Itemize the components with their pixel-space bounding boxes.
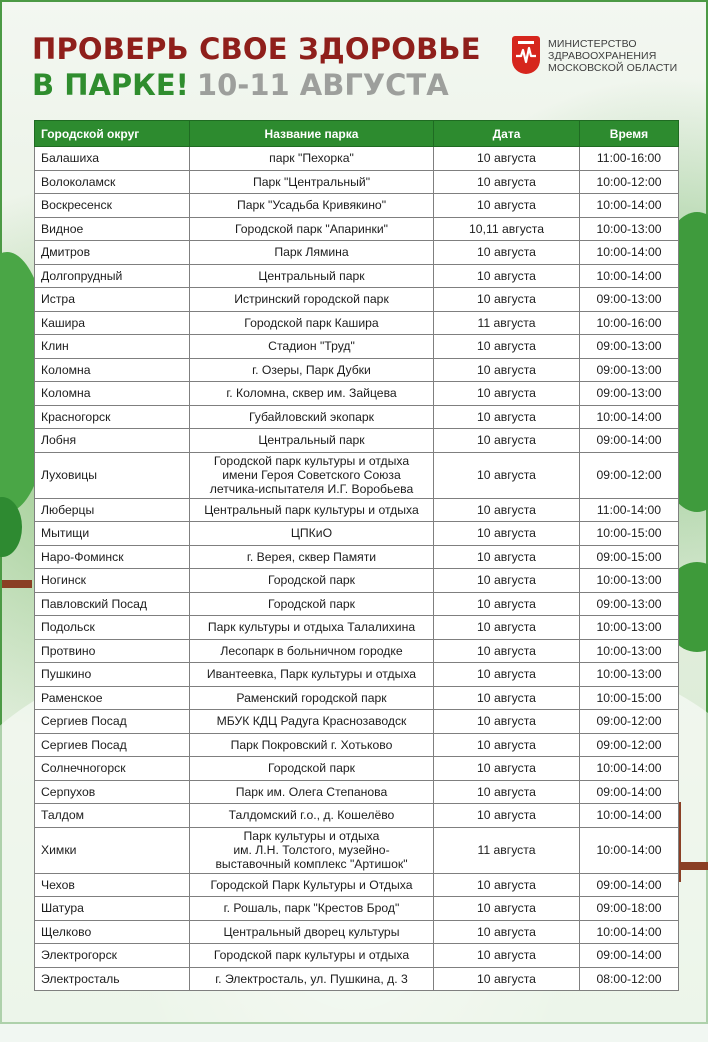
cell-park: Городской парк (190, 592, 434, 616)
cell-park: Истринский городской парк (190, 288, 434, 312)
ministry-name-line3: МОСКОВСКОЙ ОБЛАСТИ (548, 62, 678, 74)
cell-time: 10:00-14:00 (580, 827, 679, 873)
cell-district: Подольск (35, 616, 190, 640)
cell-date: 10 августа (434, 686, 580, 710)
cell-park: Лесопарк в больничном городке (190, 639, 434, 663)
cell-time: 10:00-15:00 (580, 686, 679, 710)
cell-district: Протвино (35, 639, 190, 663)
cell-time: 10:00-12:00 (580, 170, 679, 194)
cell-district: Дмитров (35, 241, 190, 265)
ministry-name (548, 38, 677, 74)
cell-date: 10 августа (434, 569, 580, 593)
cell-district: Ногинск (35, 569, 190, 593)
table-row (35, 873, 679, 897)
cell-date: 11 августа (434, 827, 580, 873)
table-row (35, 592, 679, 616)
column-header-district: Городской округ (35, 121, 190, 147)
cell-district: Лобня (35, 429, 190, 453)
cell-date: 10 августа (434, 616, 580, 640)
cell-time: 10:00-16:00 (580, 311, 679, 335)
cell-park: г. Верея, сквер Памяти (190, 545, 434, 569)
cell-district: Шатура (35, 897, 190, 921)
cell-time: 10:00-14:00 (580, 405, 679, 429)
cell-district: Красногорск (35, 405, 190, 429)
cell-district: Сергиев Посад (35, 710, 190, 734)
cell-time: 10:00-14:00 (580, 757, 679, 781)
table-row (35, 920, 679, 944)
cell-district: Талдом (35, 804, 190, 828)
cell-time: 09:00-15:00 (580, 545, 679, 569)
cell-time: 09:00-14:00 (580, 780, 679, 804)
table-row (35, 405, 679, 429)
cell-time: 11:00-14:00 (580, 498, 679, 522)
cell-time: 10:00-13:00 (580, 616, 679, 640)
cell-date: 10 августа (434, 382, 580, 406)
column-header-time: Время (580, 121, 679, 147)
table-row (35, 429, 679, 453)
cell-park: Парк "Центральный" (190, 170, 434, 194)
column-header-park: Название парка (190, 121, 434, 147)
cell-date: 10 августа (434, 592, 580, 616)
cell-park: парк "Пехорка" (190, 147, 434, 171)
cell-district: Солнечногорск (35, 757, 190, 781)
cell-district: Кашира (35, 311, 190, 335)
cell-time: 09:00-18:00 (580, 897, 679, 921)
cell-park: Талдомский г.о., д. Кошелёво (190, 804, 434, 828)
table-row (35, 522, 679, 546)
cell-district: Воскресенск (35, 194, 190, 218)
cell-time: 09:00-13:00 (580, 382, 679, 406)
cell-district: Чехов (35, 873, 190, 897)
cell-time: 11:00-16:00 (580, 147, 679, 171)
cell-time: 09:00-13:00 (580, 592, 679, 616)
cell-park: Парк Покровский г. Хотьково (190, 733, 434, 757)
cell-time: 09:00-13:00 (580, 358, 679, 382)
cell-district: Коломна (35, 358, 190, 382)
headline-dates: 10-11 АВГУСТА (196, 68, 449, 102)
cell-district: Истра (35, 288, 190, 312)
bench-left-icon (2, 580, 32, 588)
ministry-logo (512, 36, 682, 80)
cell-date: 10 августа (434, 194, 580, 218)
headline-line2 (32, 68, 449, 102)
cell-park: Ивантеевка, Парк культуры и отдыха (190, 663, 434, 687)
bench-right-icon (678, 802, 708, 882)
table-header-row (35, 121, 679, 147)
cell-time: 09:00-13:00 (580, 335, 679, 359)
cell-time: 10:00-15:00 (580, 522, 679, 546)
table-row (35, 498, 679, 522)
cell-district: Мытищи (35, 522, 190, 546)
cell-park: Парк культуры и отдыха им. Л.Н. Толстого, музейно- выставочный комплекс "Артишок" (190, 827, 434, 873)
table-row (35, 170, 679, 194)
cell-date: 10 августа (434, 757, 580, 781)
cell-park: Стадион "Труд" (190, 335, 434, 359)
table-row (35, 382, 679, 406)
cell-district: Сергиев Посад (35, 733, 190, 757)
cell-district: Долгопрудный (35, 264, 190, 288)
cell-date: 10 августа (434, 873, 580, 897)
table-row (35, 663, 679, 687)
cell-district: Щелково (35, 920, 190, 944)
cell-date: 10 августа (434, 358, 580, 382)
cell-district: Электрогорск (35, 944, 190, 968)
table-row (35, 545, 679, 569)
headline-line1: ПРОВЕРЬ СВОЕ ЗДОРОВЬЕ (32, 32, 481, 66)
cell-district: Павловский Посад (35, 592, 190, 616)
cell-park: Парк Лямина (190, 241, 434, 265)
cell-district: Раменское (35, 686, 190, 710)
cell-district: Видное (35, 217, 190, 241)
schedule-table (34, 120, 679, 991)
cell-date: 10 августа (434, 170, 580, 194)
cell-park: Центральный парк культуры и отдыха (190, 498, 434, 522)
table-row (35, 710, 679, 734)
cell-time: 10:00-13:00 (580, 217, 679, 241)
cell-date: 10 августа (434, 897, 580, 921)
cell-time: 09:00-12:00 (580, 733, 679, 757)
cell-time: 09:00-14:00 (580, 429, 679, 453)
table-row (35, 569, 679, 593)
table-row (35, 288, 679, 312)
cell-park: МБУК КДЦ Радуга Краснозаводск (190, 710, 434, 734)
cell-park: Городской парк культуры и отдыха (190, 944, 434, 968)
cell-park: Парк "Усадьба Кривякино" (190, 194, 434, 218)
cell-district: Волоколамск (35, 170, 190, 194)
table-row (35, 616, 679, 640)
cell-time: 09:00-14:00 (580, 873, 679, 897)
table-row (35, 804, 679, 828)
cell-district: Люберцы (35, 498, 190, 522)
table-row (35, 780, 679, 804)
table-row (35, 944, 679, 968)
table-row (35, 686, 679, 710)
cell-park: Городской парк культуры и отдыха имени Героя Советского Союза летчика-испытателя И.Г. Воробьева (190, 452, 434, 498)
headline-park: В ПАРКЕ! (32, 68, 189, 102)
cell-time: 10:00-13:00 (580, 663, 679, 687)
cell-date: 10 августа (434, 405, 580, 429)
cell-date: 10 августа (434, 967, 580, 991)
cell-district: Балашиха (35, 147, 190, 171)
cell-time: 10:00-13:00 (580, 569, 679, 593)
cell-park: г. Электросталь, ул. Пушкина, д. 3 (190, 967, 434, 991)
cell-park: г. Рошаль, парк "Крестов Брод" (190, 897, 434, 921)
cell-park: Городской парк "Апаринки" (190, 217, 434, 241)
cell-date: 10 августа (434, 944, 580, 968)
cell-park: г. Коломна, сквер им. Зайцева (190, 382, 434, 406)
cell-date: 10 августа (434, 639, 580, 663)
cell-date: 10 августа (434, 147, 580, 171)
cell-park: Парк культуры и отдыха Талалихина (190, 616, 434, 640)
cell-date: 10 августа (434, 288, 580, 312)
cell-date: 10 августа (434, 522, 580, 546)
bench-right-seat-icon (678, 862, 708, 870)
cell-park: Городской парк Кашира (190, 311, 434, 335)
cell-date: 10 августа (434, 663, 580, 687)
column-header-date: Дата (434, 121, 580, 147)
table-row (35, 639, 679, 663)
ministry-name-line1: МИНИСТЕРСТВО (548, 38, 637, 50)
table-row (35, 757, 679, 781)
cell-district: Электросталь (35, 967, 190, 991)
cell-park: Городской парк (190, 569, 434, 593)
cell-district: Пушкино (35, 663, 190, 687)
cell-time: 10:00-13:00 (580, 639, 679, 663)
table-row (35, 264, 679, 288)
cell-date: 10 августа (434, 241, 580, 265)
cell-district: Наро-Фоминск (35, 545, 190, 569)
cell-time: 09:00-12:00 (580, 452, 679, 498)
table-row (35, 147, 679, 171)
table-row (35, 358, 679, 382)
cell-date: 10 августа (434, 710, 580, 734)
cell-park: Раменский городской парк (190, 686, 434, 710)
table-row (35, 217, 679, 241)
cell-time: 10:00-14:00 (580, 194, 679, 218)
cell-date: 11 августа (434, 311, 580, 335)
cell-date: 10 августа (434, 733, 580, 757)
cell-park: Парк им. Олега Степанова (190, 780, 434, 804)
cell-time: 10:00-14:00 (580, 804, 679, 828)
table-row (35, 897, 679, 921)
cell-park: Городской парк (190, 757, 434, 781)
cell-park: Центральный парк (190, 429, 434, 453)
table-row (35, 335, 679, 359)
cell-park: Центральный дворец культуры (190, 920, 434, 944)
cell-date: 10 августа (434, 545, 580, 569)
ministry-emblem-icon (512, 36, 540, 74)
cell-district: Луховицы (35, 452, 190, 498)
cell-park: г. Озеры, Парк Дубки (190, 358, 434, 382)
cell-date: 10 августа (434, 498, 580, 522)
table-row (35, 827, 679, 873)
cell-date: 10 августа (434, 264, 580, 288)
cell-district: Клин (35, 335, 190, 359)
cell-time: 10:00-14:00 (580, 264, 679, 288)
table-row (35, 194, 679, 218)
table-row (35, 241, 679, 265)
cell-time: 10:00-14:00 (580, 920, 679, 944)
table-row (35, 967, 679, 991)
cell-park: Центральный парк (190, 264, 434, 288)
cell-time: 10:00-14:00 (580, 241, 679, 265)
cell-park: Губайловский экопарк (190, 405, 434, 429)
ministry-name-line2: ЗДРАВООХРАНЕНИЯ (548, 50, 657, 62)
table-row (35, 733, 679, 757)
cell-time: 09:00-13:00 (580, 288, 679, 312)
cell-date: 10 августа (434, 335, 580, 359)
cell-date: 10 августа (434, 920, 580, 944)
cell-time: 09:00-14:00 (580, 944, 679, 968)
cell-time: 08:00-12:00 (580, 967, 679, 991)
cell-time: 09:00-12:00 (580, 710, 679, 734)
cell-district: Коломна (35, 382, 190, 406)
table-row (35, 311, 679, 335)
table-row (35, 452, 679, 498)
cell-date: 10 августа (434, 804, 580, 828)
cell-date: 10 августа (434, 780, 580, 804)
cell-date: 10 августа (434, 452, 580, 498)
cell-district: Химки (35, 827, 190, 873)
cell-park: ЦПКиО (190, 522, 434, 546)
cell-park: Городской Парк Культуры и Отдыха (190, 873, 434, 897)
cell-date: 10 августа (434, 429, 580, 453)
cell-date: 10,11 августа (434, 217, 580, 241)
cell-district: Серпухов (35, 780, 190, 804)
